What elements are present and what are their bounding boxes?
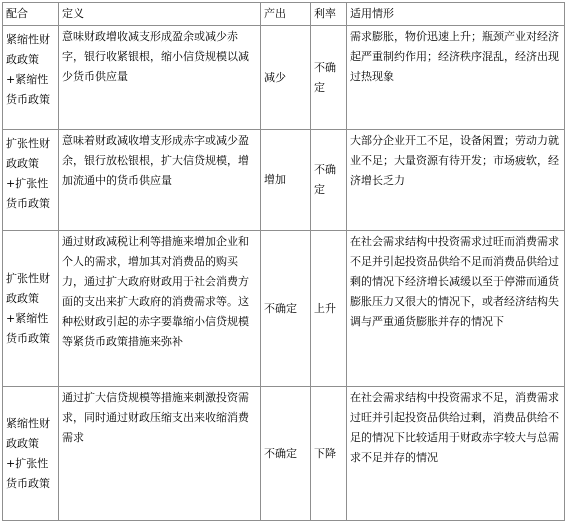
header-rate: 利率 xyxy=(311,3,347,26)
definition-cell: 意味着财政减收增支形成赤字或减少盈余，银行放松银根，扩大信贷规模，增加流通中的货币供应量 xyxy=(59,130,261,231)
policy-mix-table xyxy=(2,2,565,521)
combo-cell: 紧缩性财政政策+扩张性货币政策 xyxy=(3,387,59,521)
rate-cell: 下降 xyxy=(311,387,347,521)
table-row xyxy=(3,130,565,231)
table-row xyxy=(3,231,565,387)
rate-cell: 上升 xyxy=(311,231,347,387)
table-row xyxy=(3,26,565,130)
output-cell: 不确定 xyxy=(261,387,311,521)
definition-cell: 通过财政减税让利等措施来增加企业和个人的需求，增加其对消费品的购买力，通过扩大政府财政用于社会消费方面的支出来扩大政府的消费需求等。这种松财政引起的赤字要靠缩小信贷规模等紧货币政策措施来弥补 xyxy=(59,231,261,387)
combo-cell: 扩张性财政政策+扩张性货币政策 xyxy=(3,130,59,231)
situation-cell: 在社会需求结构中投资需求过旺而消费需求不足并引起投资品供给不足而消费品供给过剩的情况下经济增长减缓以至于停滞而通货膨胀压力又很大的情况下，或者经济结构失调与严重通货膨胀并存的情况下 xyxy=(347,231,565,387)
header-definition: 定义 xyxy=(59,3,261,26)
definition-cell: 通过扩大信贷规模等措施来刺激投资需求，同时通过财政压缩支出来收缩消费需求 xyxy=(59,387,261,521)
table-row xyxy=(3,387,565,521)
output-cell: 增加 xyxy=(261,130,311,231)
definition-cell: 意味财政增收减支形成盈余或减少赤字，银行收紧银根，缩小信贷规模以减少货币供应量 xyxy=(59,26,261,130)
situation-cell: 需求膨胀，物价迅速上升；瓶颈产业对经济起严重制约作用；经济秩序混乱，经济出现过热现象 xyxy=(347,26,565,130)
situation-cell: 大部分企业开工不足，设备闲置；劳动力就业不足；大量资源有待开发；市场疲软，经济增长乏力 xyxy=(347,130,565,231)
rate-cell: 不确定 xyxy=(311,26,347,130)
situation-cell: 在社会需求结构中投资需求不足，消费需求过旺并引起投资品供给过剩，消费品供给不足的情况下比较适用于财政赤字较大与总需求不足并存的情况 xyxy=(347,387,565,521)
header-combo: 配合 xyxy=(3,3,59,26)
table-header-row xyxy=(3,3,565,26)
combo-cell: 扩张性财政政策+紧缩性货币政策 xyxy=(3,231,59,387)
output-cell: 减少 xyxy=(261,26,311,130)
rate-cell: 不确定 xyxy=(311,130,347,231)
output-cell: 不确定 xyxy=(261,231,311,387)
combo-cell: 紧缩性财政政策+紧缩性货币政策 xyxy=(3,26,59,130)
header-output: 产出 xyxy=(261,3,311,26)
header-situation: 适用情形 xyxy=(347,3,565,26)
